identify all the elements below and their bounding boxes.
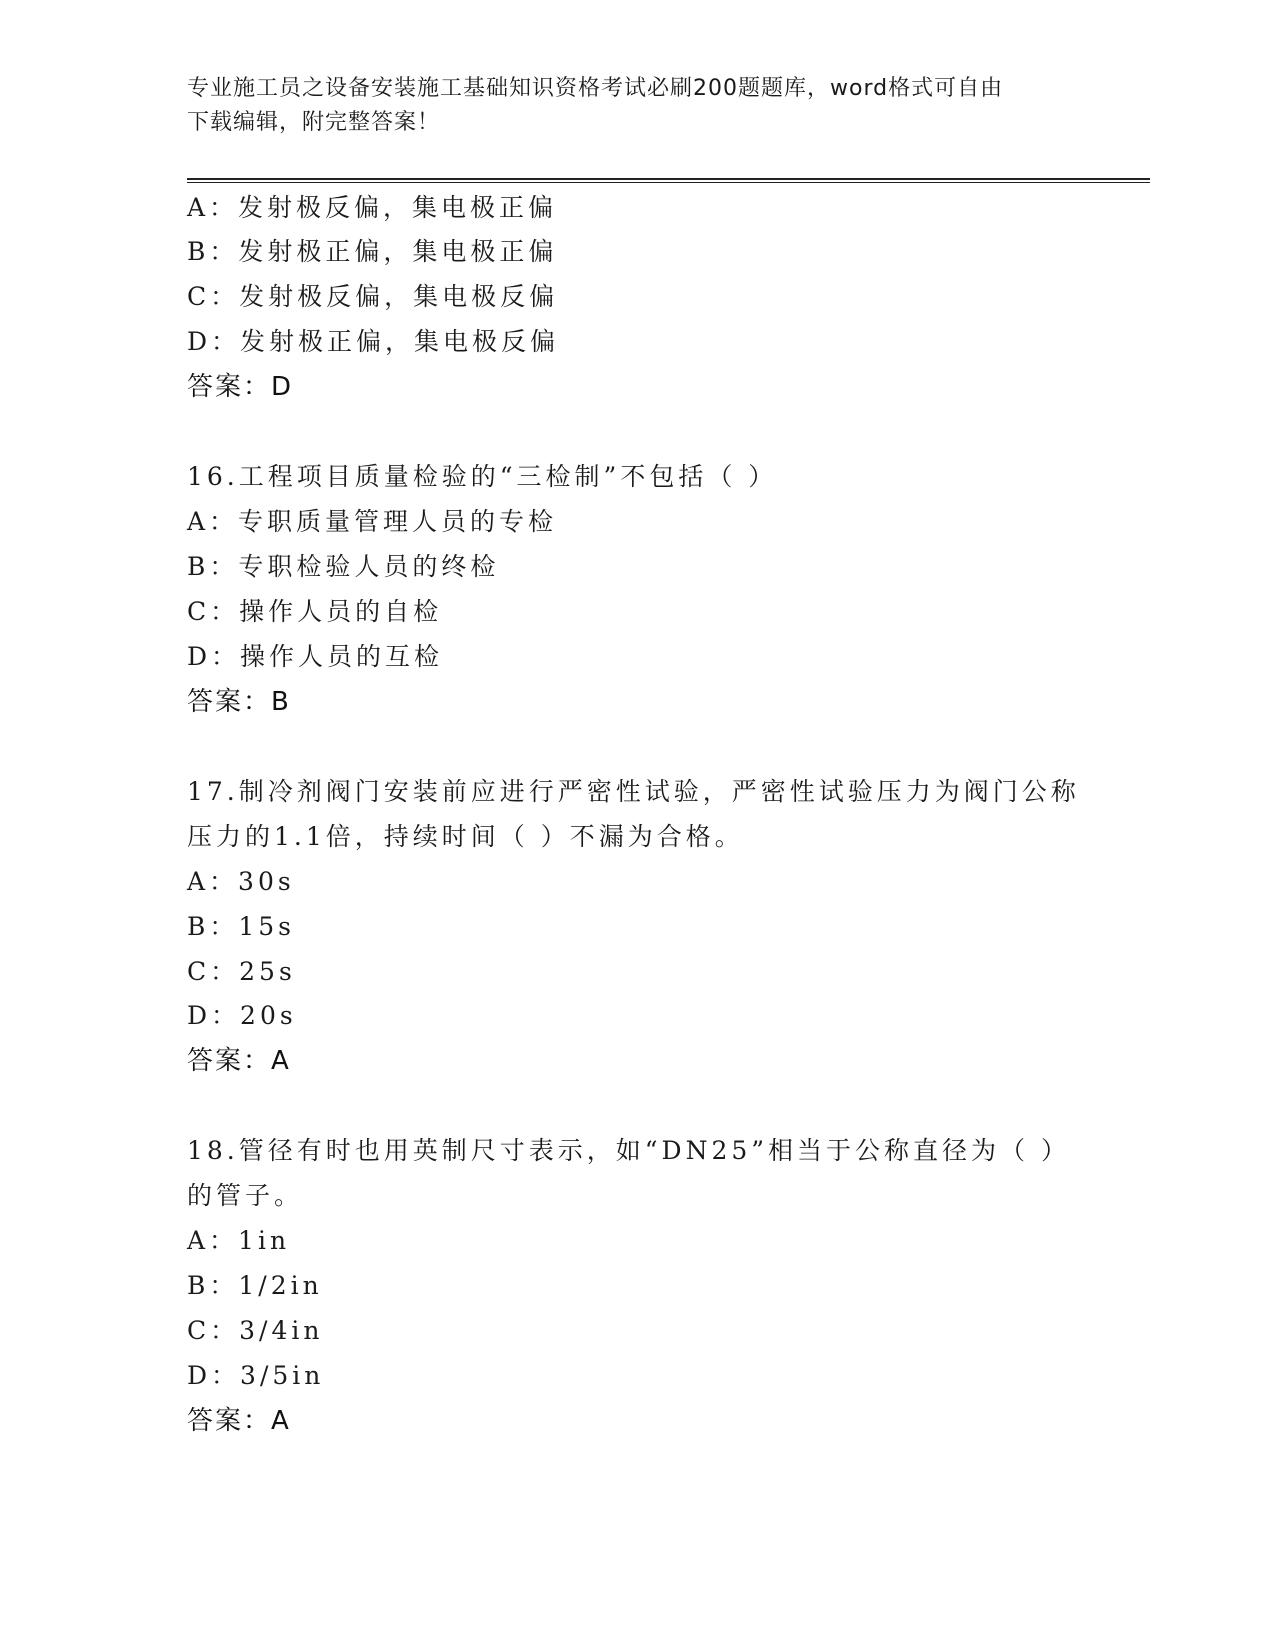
q17-option-c: C：25s [187, 957, 296, 986]
header-title-line-2: 下载编辑，附完整答案！ [187, 110, 441, 135]
q18-stem-line-2: 的管子。 [187, 1181, 304, 1210]
q16-option-a: A：专职质量管理人员的专检 [187, 507, 558, 536]
q15-option-a: A：发射极反偏，集电极正偏 [187, 193, 558, 222]
q17-answer: 答案：A [187, 1046, 291, 1076]
q16-answer: 答案：B [187, 687, 291, 717]
header-divider-thin [187, 182, 1150, 183]
q17-stem-line-2: 压力的1.1倍，持续时间（ ）不漏为合格。 [187, 822, 744, 851]
q18-stem-line-1: 18.管径有时也用英制尺寸表示，如“DN25”相当于公称直径为（ ） [187, 1136, 1070, 1165]
q17-option-b: B：15s [187, 912, 296, 941]
q16-option-d: D：操作人员的互检 [187, 642, 444, 671]
q15-option-b: B：发射极正偏，集电极正偏 [187, 237, 558, 266]
q18-option-a: A：1in [187, 1226, 291, 1255]
q18-option-b: B：1/2in [187, 1271, 323, 1300]
q18-answer: 答案：A [187, 1406, 291, 1436]
q17-option-a: A：30s [187, 867, 295, 896]
q17-option-d: D：20s [187, 1001, 297, 1030]
q17-stem-line-1: 17.制冷剂阀门安装前应进行严密性试验，严密性试验压力为阀门公称 [187, 777, 1080, 806]
document-header [187, 72, 1087, 140]
header-divider-thick [187, 178, 1150, 180]
q16-option-b: B：专职检验人员的终检 [187, 552, 500, 581]
q15-option-c: C：发射极反偏，集电极反偏 [187, 282, 559, 311]
q18-option-c: C：3/4in [187, 1316, 324, 1345]
q16-option-c: C：操作人员的自检 [187, 597, 443, 626]
q16-stem: 16.工程项目质量检验的“三检制”不包括（ ） [187, 462, 778, 491]
q15-answer: 答案：D [187, 372, 294, 402]
header-title-line-1: 专业施工员之设备安装施工基础知识资格考试必刷200题题库，word格式可自由 [187, 76, 1004, 101]
q15-option-d: D：发射极正偏，集电极反偏 [187, 327, 560, 356]
q18-option-d: D：3/5in [187, 1361, 325, 1390]
